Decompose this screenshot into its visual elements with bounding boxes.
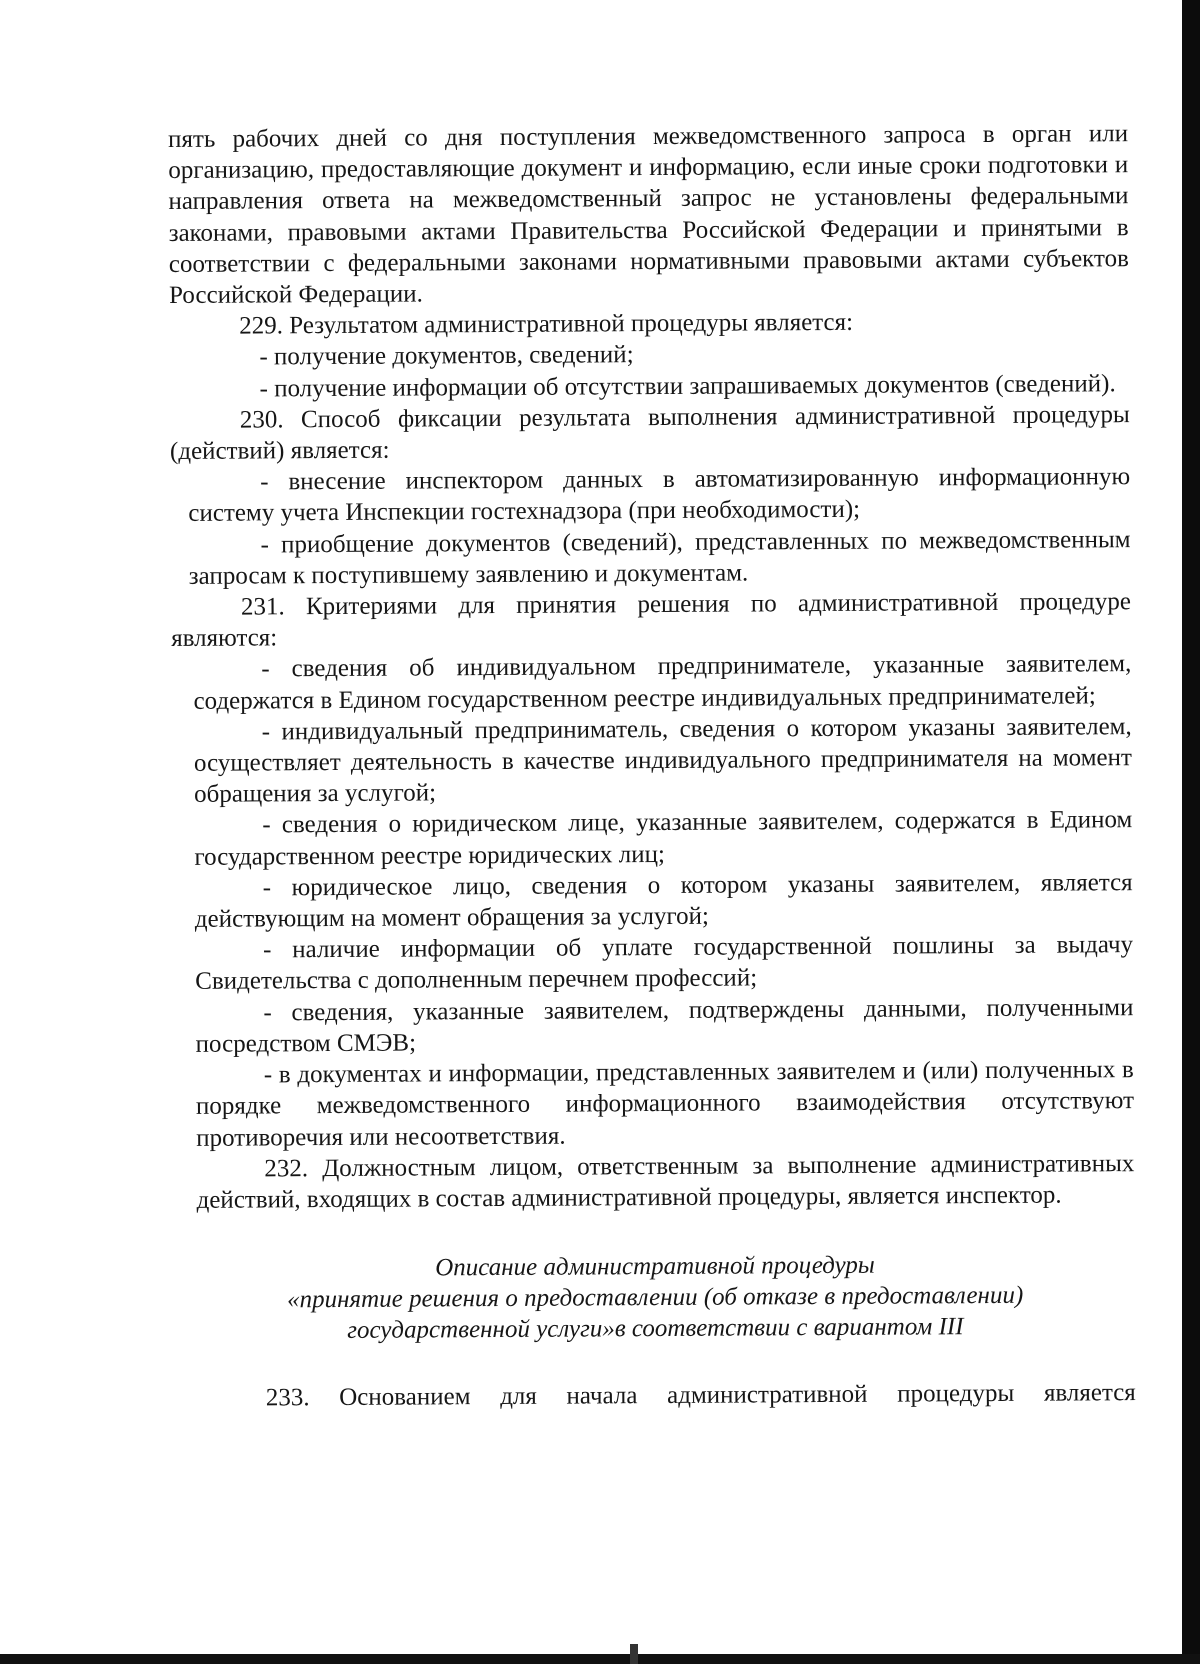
- scan-dark-edge: [1182, 0, 1200, 1664]
- list-item: - в документах и информации, представленных заявителем и (или) полученных в порядке межведомственного информационного взаимодействия отсутствуют противоречия или несоответствия.: [195, 1056, 1135, 1152]
- paragraph-230: 230. Способ фиксации результата выполнения административной процедуры (действий) является:: [169, 400, 1130, 466]
- scan-bottom-edge: [0, 1654, 1200, 1664]
- list-item: - внесение инспектором данных в автоматизированную информационную систему учета Инспекции гостехнадзора (при необходимости);: [188, 463, 1131, 528]
- scan-artifact-mark: [630, 1644, 638, 1664]
- paragraph-233: 233. Основанием для начала административной процедуры является: [265, 1379, 1136, 1412]
- section-heading: [175, 1248, 1136, 1347]
- list-item: - юридическое лицо, сведения о котором указаны заявителем, является действующим на момент обращения за услугой;: [194, 868, 1133, 933]
- paragraph-232: 232. Должностным лицом, ответственным за выполнение административных действий, входящих в состав административной процедуры, является инспектор.: [196, 1149, 1135, 1214]
- heading-line: «принятие решения о предоставлении (об отказе в предоставлении): [287, 1281, 1024, 1314]
- list-item: - сведения о юридическом лице, указанные заявителем, содержатся в Едином государственном реестре юридических лиц;: [194, 806, 1133, 871]
- document-page: [168, 118, 1136, 1414]
- list-item: - наличие информации об уплате государственной пошлины за выдачу Свидетельства с дополненным перечнем профессий;: [195, 931, 1134, 996]
- paragraph-231: 231. Критериями для принятия решения по административной процедуре являются:: [171, 588, 1132, 653]
- list-item: - получение информации об отсутствии запрашиваемых документов (сведений).: [259, 369, 1116, 403]
- list-item: - приобщение документов (сведений), представленных по межведомственным запросам к поступившему заявлению и документам.: [188, 525, 1131, 590]
- paragraph-continuation: пять рабочих дней со дня поступления межведомственного запроса в орган или организацию, предоставляющие документ и информацию, если иные сроки подготовки и направления ответа на межведомственный запрос не установлены федеральными законами, правовыми актами Правительства Российской Федерации и принятыми в соответствии с федеральными законами нормативными правовыми актами субъектов Российской Федерации.: [168, 120, 1129, 310]
- paragraph-229: 229. Результатом административной процедуры является:: [239, 309, 854, 340]
- list-item: - получение документов, сведений;: [259, 341, 634, 371]
- list-item: - сведения, указанные заявителем, подтверждены данными, полученными посредством СМЭВ;: [195, 993, 1134, 1058]
- heading-line: государственной услуги»в соответствии с вариантом III: [347, 1313, 964, 1345]
- list-item: - сведения об индивидуальном предпринимателе, указанные заявителем, содержатся в Едином государственном реестре индивидуальных предпринимателей;: [193, 650, 1132, 715]
- heading-line: Описание административной процедуры: [435, 1251, 875, 1282]
- list-item: - индивидуальный предприниматель, сведения о котором указаны заявителем, осуществляет деятельность в качестве индивидуального предпринимателя на момент обращения за услугой;: [193, 712, 1132, 809]
